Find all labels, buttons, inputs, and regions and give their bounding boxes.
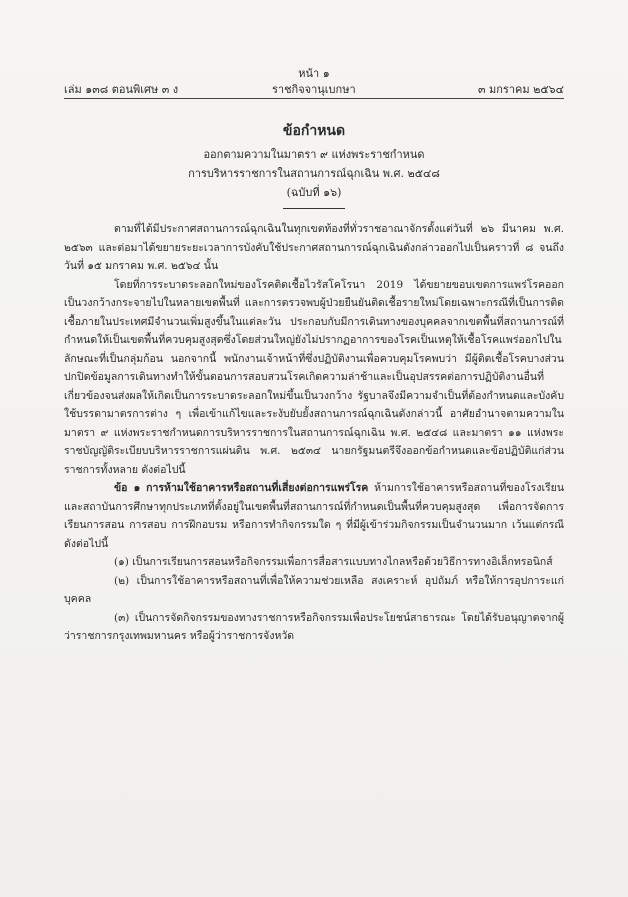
paragraph-preamble: ตามที่ได้มีประกาศสถานการณ์ฉุกเฉินในทุกเขตท้องที่ทั่วราชอาณาจักรตั้งแต่วันที่ ๒๖ มีนาคม พ.ศ. ๒๕๖๓ และต่อมาได้ขยายระยะเวลาการบังคับใช้ประกาศสถานการณ์ฉุกเฉินดังกล่าวออกไปเป็นคราวที่ ๘ จนถึงวันที่ ๑๕ มกราคม พ.ศ. ๒๕๖๔ นั้น [64, 223, 564, 272]
gazette-name: ราชกิจจานุเบกษา [272, 83, 356, 96]
list-item-3: (๓) เป็นการจัดกิจกรรมของทางราชการหรือกิจกรรมเพื่อประโยชน์สาธารณะ โดยได้รับอนุญาตจากผู้ว่าราชการกรุงเทพมหานคร หรือผู้ว่าราชการจังหวัด [64, 611, 564, 642]
document-body [64, 220, 564, 646]
clause-text: ห้ามการใช้อาคารหรือสถานที่ของโรงเรียนและสถาบันการศึกษาทุกประเภทที่ตั้งอยู่ในเขตพื้นที่สถานการณ์ที่กำหนดเป็นพื้นที่ควบคุมสูงสุด เพื่อการจัดการเรียนการสอน การสอบ การฝึกอบรม หรือการทำกิจกรรมใด ๆ ที่มีผู้เข้าร่วมกิจกรรมเป็นจำนวนมาก เว้นแต่กรณีดังต่อไปนี้ [64, 482, 565, 550]
list-item-2: (๒) เป็นการใช้อาคารหรือสถานที่เพื่อให้ความช่วยเหลือ สงเคราะห์ อุปถัมภ์ หรือให้การอุปการะแก่บุคคล [64, 574, 564, 605]
document-title: ข้อกำหนด [282, 123, 346, 139]
list-item-1: (๑) เป็นการเรียนการสอนหรือกิจกรรมเพื่อการสื่อสารแบบทางไกลหรือด้วยวิธีการทางอิเล็กทรอนิกส์ [114, 556, 553, 568]
volume-label: เล่ม ๑๓๘ ตอนพิเศษ ๓ ง [64, 83, 179, 96]
subtitle-line-1: ออกตามความในมาตรา ๙ แห่งพระราชกำหนด [203, 148, 425, 161]
subtitle-line-3: (ฉบับที่ ๑๖) [286, 186, 342, 199]
clause-number: ข้อ ๑ [114, 482, 141, 494]
subtitle-line-2: การบริหารราชการในสถานการณ์ฉุกเฉิน พ.ศ. ๒๕๔๘ [188, 167, 440, 180]
publication-date: ๓ มกราคม ๒๕๖๔ [477, 83, 564, 96]
clause-1 [64, 479, 564, 553]
page-number: หน้า ๑ [298, 67, 330, 80]
gazette-header [64, 80, 564, 99]
title-divider [283, 208, 345, 209]
clause-heading: การห้ามใช้อาคารหรือสถานที่เสี่ยงต่อการแพร่โรค [146, 482, 369, 494]
paragraph-reason: โดยที่การระบาดระลอกใหม่ของโรคติดเชื้อไวรัสโคโรนา 2019 ได้ขยายขอบเขตการแพร่โรคออกเป็นวงกว้างกระจายไปในหลายเขตพื้นที่ และการตรวจพบผู้ป่วยยืนยันติดเชื้อรายใหม่โดยเฉพาะกรณีที่เป็นการติดเชื้อภายในประเทศมีจำนวนเพิ่มสูงขึ้นในแต่ละวัน ประกอบกับมีการเดินทางของบุคคลจากเขตพื้นที่สถานการณ์ที่กำหนดให้เป็นเขตพื้นที่ควบคุมสูงสุดซึ่งโดยส่วนใหญ่ยังไม่ปรากฏอาการของโรคเป็นเหตุให้เชื้อโรคแพร่ออกไปในลักษณะที่เป็นกลุ่มก้อน นอกจากนี้ พนักงานเจ้าหน้าที่ซึ่งปฏิบัติงานเพื่อควบคุมโรคพบว่า มีผู้ติดเชื้อโรคบางส่วนปกปิดข้อมูลการเดินทางทำให้ขั้นตอนการสอบสวนโรคเกิดความล่าช้าและเป็นอุปสรรคต่อการปฏิบัติงานอื่นที่เกี่ยวข้องจนส่งผลให้เกิดเป็นการระบาดระลอกใหม่ขึ้นเป็นวงกว้าง รัฐบาลจึงมีความจำเป็นที่ต้องกำหนดและบังคับใช้บรรดามาตรการต่าง ๆ เพื่อเข้าแก้ไขและระงับยับยั้งสถานการณ์ฉุกเฉินดังกล่าวนี้ อาศัยอำนาจตามความในมาตรา ๙ แห่งพระราชกำหนดการบริหารราชการในสถานการณ์ฉุกเฉิน พ.ศ. ๒๕๔๘ และมาตรา ๑๑ แห่งพระราชบัญญัติระเบียบบริหารราชการแผ่นดิน พ.ศ. ๒๕๓๔ นายกรัฐมนตรีจึงออกข้อกำหนดและข้อปฏิบัติแก่ส่วนราชการทั้งหลาย ดังต่อไปนี้ [64, 278, 564, 476]
